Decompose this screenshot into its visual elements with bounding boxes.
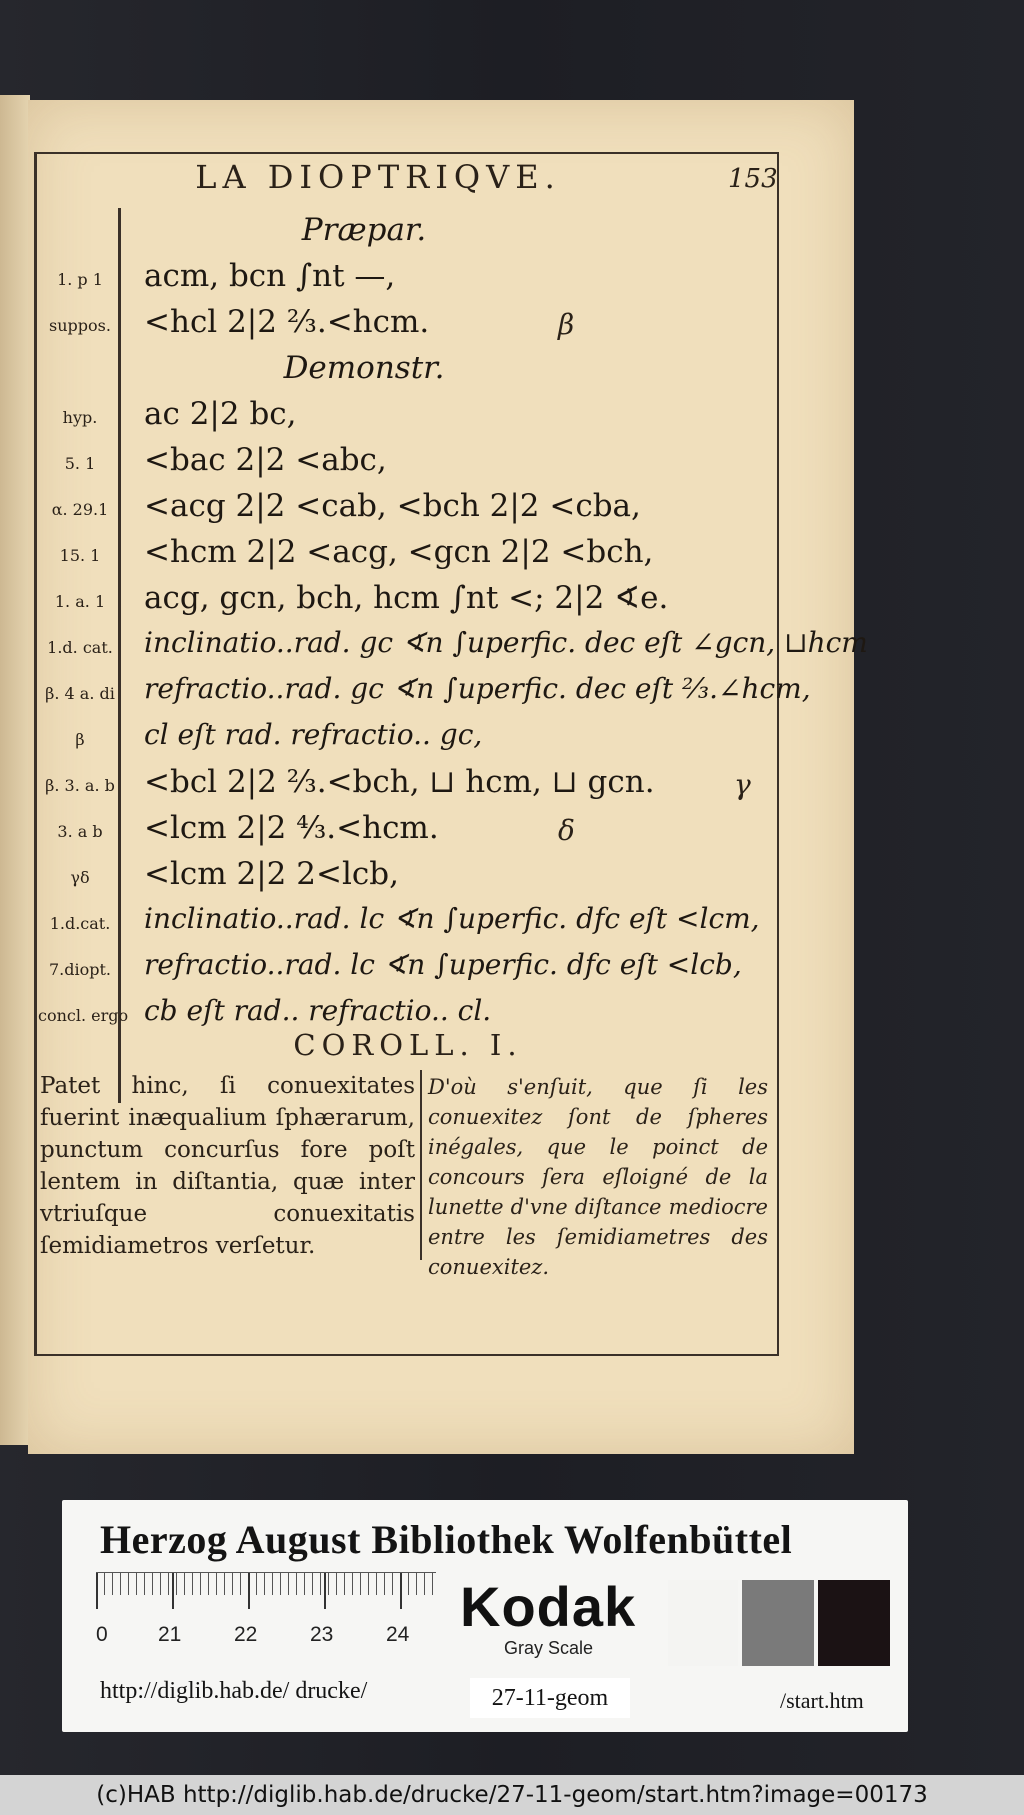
previous-page-edge <box>0 95 30 1445</box>
french-column: D'où s'enſuit, que ſi les conuexitez ſont de ſpheres inégales, que le poinct de concours ſera eſloigné de la lunette d'vne diſtance mediocre entre les ſemidiametres des conuexitez. <box>428 1075 768 1279</box>
gray-scale-label: Gray Scale <box>504 1638 594 1658</box>
margin-note: 15. 1 <box>59 546 101 565</box>
margin-note: 1. p 1 <box>57 270 103 289</box>
ruler-number: 21 <box>158 1623 182 1646</box>
margin-note: 7.diopt. <box>48 960 111 979</box>
url-left: http://diglib.hab.de/ drucke/ <box>100 1678 368 1704</box>
line-text: acm, bcn ∫nt —, <box>144 258 396 294</box>
line-text: Præpar. <box>301 212 427 248</box>
demonstration-line <box>28 672 811 716</box>
line-text: ac 2|2 bc, <box>144 396 297 432</box>
gray-patch-mid <box>742 1580 814 1666</box>
copyright-footer[interactable]: (c)HAB http://diglib.hab.de/drucke/27-11-geom/start.htm?image=00173 <box>0 1775 1024 1815</box>
margin-note: β <box>75 730 85 749</box>
corollary-title: COROLL. I. <box>293 1028 523 1062</box>
margin-note: concl. ergo <box>38 1006 129 1025</box>
ruler-number: 22 <box>234 1623 258 1646</box>
line-text: acg, gcn, bch, hcm ∫nt <; 2|2 ∢e. <box>144 580 669 616</box>
margin-note: 3. a b <box>57 822 103 841</box>
line-text: refractio..rad. gc ∢n ∫uperfic. dec eſt ²⁄₃.∠hcm, <box>144 672 811 705</box>
latin-column: Patet hinc, ſi conuexitates fuerint inæqualium ſphærarum, punctum concurſus fore poſt lentem in diſtantia, quæ inter vtriuſque conuexitatis ſemidiametros verſetur. <box>40 1073 415 1259</box>
demonstration-line <box>28 488 788 532</box>
margin-note: γδ <box>70 868 90 887</box>
margin-note: 1.d.cat. <box>49 914 111 933</box>
line-text: <lcm 2|2 ⁴⁄₃.<hcm. <box>144 810 439 846</box>
library-label-card <box>62 1500 908 1732</box>
running-header: LA DIOPTRIQVE. <box>195 158 561 196</box>
demonstration-line <box>28 350 788 394</box>
gray-patch-black <box>818 1580 890 1666</box>
line-text: Demonstr. <box>283 350 445 386</box>
column-divider <box>420 1070 422 1260</box>
demonstration-line <box>28 212 788 256</box>
demonstration-line <box>28 810 788 854</box>
demonstration-line <box>28 902 788 946</box>
margin-note: β. 3. a. b <box>45 776 115 795</box>
line-text: cb eſt rad.. refractio.. cl. <box>144 994 492 1027</box>
margin-note: α. 29.1 <box>51 500 109 519</box>
line-text: <hcm 2|2 <acg, <gcn 2|2 <bch, <box>144 534 654 570</box>
margin-note: 1. a. 1 <box>54 592 106 611</box>
ruler-major-ticks <box>96 1573 436 1609</box>
line-text: refractio..rad. lc ∢n ∫uperfic. dfc eſt <lcb, <box>144 948 742 981</box>
book-page <box>28 100 868 1454</box>
ruler-number: 24 <box>386 1623 410 1646</box>
line-text: <acg 2|2 <cab, <bch 2|2 <cba, <box>144 488 641 524</box>
page-number: 153 <box>728 164 778 194</box>
line-text: inclinatio..rad. lc ∢n ∫uperfic. dfc eſt <lcm, <box>144 902 760 935</box>
demonstration-line <box>28 396 788 440</box>
line-text: <bcl 2|2 ²⁄₃.<bch, ⊔ hcm, ⊔ gcn. <box>144 764 655 800</box>
scale-ruler <box>96 1572 436 1659</box>
greek-marker: β <box>558 308 575 341</box>
demonstration-line <box>28 948 788 992</box>
margin-note: β. 4 a. di <box>45 684 115 703</box>
line-text: inclinatio..rad. gc ∢n ∫uperfic. dec eſt ∠gcn, ⊔hcm <box>144 626 868 659</box>
margin-note: 1.d. cat. <box>47 638 113 657</box>
demonstration-line <box>28 304 788 348</box>
demonstration-line <box>28 580 788 624</box>
kodak-logo: Kodak <box>460 1575 637 1638</box>
greek-marker: δ <box>558 814 575 847</box>
demonstration-line <box>28 442 788 486</box>
line-text: cl eſt rad. refractio.. gc, <box>144 718 483 751</box>
line-text: <bac 2|2 <abc, <box>144 442 387 478</box>
library-name: Herzog August Bibliothek Wolfenbüttel <box>100 1517 793 1562</box>
ruler-number: 0 <box>96 1623 108 1646</box>
demonstration-line <box>28 764 788 808</box>
margin-note: suppos. <box>49 316 111 335</box>
margin-note: 5. 1 <box>64 454 96 473</box>
line-text: <lcm 2|2 2<lcb, <box>144 856 399 892</box>
url-right: /start.htm <box>780 1688 864 1713</box>
greek-marker: γ <box>734 768 751 801</box>
line-text: <hcl 2|2 ²⁄₃.<hcm. <box>144 304 430 340</box>
gray-patch-white <box>668 1580 738 1666</box>
margin-note: hyp. <box>62 408 98 427</box>
demonstration-line <box>28 856 788 900</box>
demonstration-line <box>28 718 788 762</box>
demonstration-line <box>28 258 788 302</box>
demonstration-line <box>28 626 868 670</box>
demonstration-line <box>28 534 788 578</box>
ruler-number: 23 <box>310 1623 334 1646</box>
url-mid: 27-11-geom <box>470 1678 630 1718</box>
